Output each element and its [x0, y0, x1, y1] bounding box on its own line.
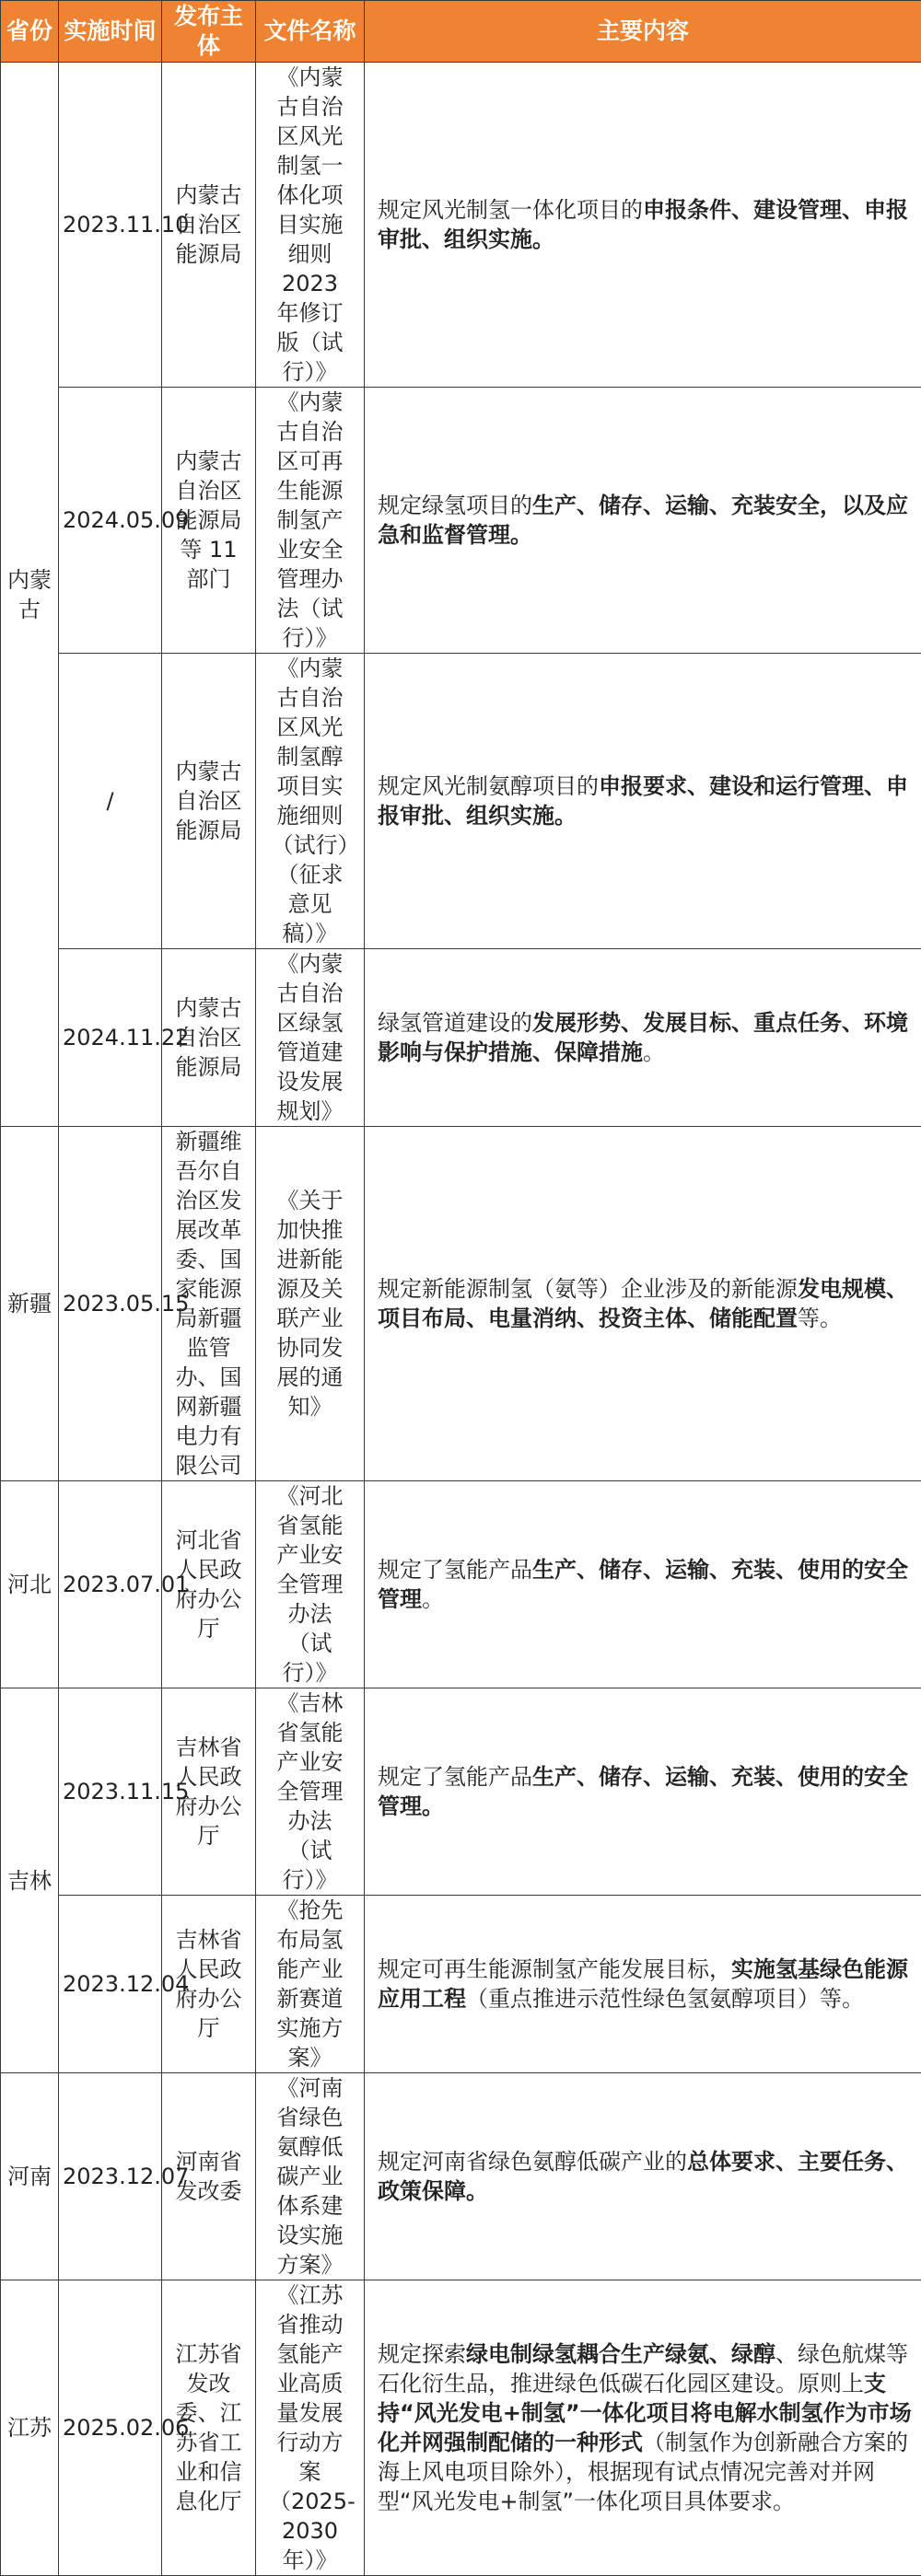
content-cell: [365, 388, 921, 654]
document-cell: 《江苏省推动氢能产业高质量发展行动方案（2025-2030 年）》: [256, 2280, 365, 2576]
province-cell: 新疆: [1, 1127, 59, 1481]
content-emphasis: 绿电制绿氢耦合生产绿氨、绿醇: [466, 2341, 775, 2367]
issuer-cell: 内蒙古自治区能源局: [162, 654, 256, 949]
issuer-cell: 吉林省人民政府办公厅: [162, 1688, 256, 1896]
table-row: [1, 1688, 921, 1896]
province-cell: 吉林: [1, 1688, 59, 2073]
content-cell: [365, 654, 921, 949]
content-cell: [365, 1896, 921, 2073]
document-cell: 《内蒙古自治区风光制氢醇项目实施细则（试行）（征求意见稿）》: [256, 654, 365, 949]
document-cell: 《关于加快推进新能源及关联产业协同发展的通知》: [256, 1127, 365, 1481]
province-cell: 河南: [1, 2073, 59, 2280]
header-content: 主要内容: [365, 1, 921, 63]
table-row: [1, 1481, 921, 1688]
document-cell: 《内蒙古自治区可再生能源制氢产业安全管理办法（试行）》: [256, 388, 365, 654]
document-cell: 《吉林省氢能产业安全管理办法（试行）》: [256, 1688, 365, 1896]
issuer-cell: 江苏省发改委、江苏省工业和信息化厅: [162, 2280, 256, 2576]
content-text: 。: [643, 1039, 665, 1065]
content-text: 规定了氢能产品: [378, 1764, 532, 1790]
document-cell: 《河北省氢能产业安全管理办法（试行）》: [256, 1481, 365, 1688]
content-text: （重点推进示范性绿色氢氨醇项目）等。: [466, 1986, 864, 2012]
date-cell: 2023.12.07: [59, 2073, 162, 2280]
content-emphasis: 申报条件、建设管理、申报审批、组织实施。: [378, 197, 908, 252]
content-emphasis: 生产、储存、运输、充装、使用的安全管理。: [378, 1764, 908, 1819]
content-text: 规定了氢能产品: [378, 1557, 532, 1583]
content-text: 规定风光制氢一体化项目的: [378, 197, 643, 223]
content-cell: [365, 2073, 921, 2280]
date-cell: 2025.02.06: [59, 2280, 162, 2576]
issuer-cell: 内蒙古自治区能源局: [162, 63, 256, 388]
content-text: （制氢作为创新融合方案的海上风电项目除外），根据现有试点情况完善对并网型“风光发电+制氢”一体化项目具体要求。: [378, 2430, 908, 2514]
content-text: 规定河南省绿色氨醇低碳产业的: [378, 2149, 687, 2175]
content-emphasis: 生产、储存、运输、充装安全，以及应急和监督管理。: [378, 493, 908, 548]
header-province: 省份: [1, 1, 59, 63]
content-text: 规定绿氢项目的: [378, 493, 532, 518]
date-cell: 2023.11.15: [59, 1688, 162, 1896]
content-text: 规定风光制氨醇项目的: [378, 773, 599, 799]
issuer-cell: 吉林省人民政府办公厅: [162, 1896, 256, 2073]
date-cell: 2023.07.01: [59, 1481, 162, 1688]
date-cell: 2024.05.09: [59, 388, 162, 654]
content-emphasis: 发电规模、项目布局、电量消纳、投资主体、储能配置: [378, 1276, 908, 1331]
issuer-cell: 河南省发改委: [162, 2073, 256, 2280]
content-emphasis: 申报要求、建设和运行管理、申报审批、组织实施。: [378, 773, 908, 829]
table-row: [1, 2073, 921, 2280]
content-cell: [365, 1688, 921, 1896]
document-cell: 《内蒙古自治区风光制氢一体化项目实施细则2023 年修订版（试行）》: [256, 63, 365, 388]
content-text: 、绿色航煤等石化衍生品，推进绿色低碳石化园区建设。原则上: [378, 2341, 908, 2396]
content-text: 。: [422, 1586, 444, 1612]
table-row: [1, 1127, 921, 1481]
content-emphasis: 支持“风光发电+制氢”一体化项目将电解水制氢作为市场化并网强制配储的一种形式: [378, 2371, 912, 2455]
content-emphasis: 总体要求、主要任务、政策保障。: [378, 2149, 908, 2204]
province-cell: 河北: [1, 1481, 59, 1688]
issuer-cell: 内蒙古自治区能源局: [162, 949, 256, 1127]
content-text: 规定新能源制氢（氨等）企业涉及的新能源: [378, 1276, 798, 1302]
content-text: 规定探索: [378, 2341, 466, 2367]
content-cell: [365, 1127, 921, 1481]
table-row: [1, 2280, 921, 2576]
header-date: 实施时间: [59, 1, 162, 63]
content-cell: [365, 949, 921, 1127]
content-emphasis: 发展形势、发展目标、重点任务、环境影响与保护措施、保障措施: [378, 1010, 908, 1065]
issuer-cell: 内蒙古自治区能源局等 11 部门: [162, 388, 256, 654]
date-cell: /: [59, 654, 162, 949]
header-issuer: 发布主体: [162, 1, 256, 63]
table-row: [1, 949, 921, 1127]
date-cell: 2023.11.10: [59, 63, 162, 388]
issuer-cell: 新疆维吾尔自治区发展改革委、国家能源局新疆监管办、国网新疆电力有限公司: [162, 1127, 256, 1481]
document-cell: 《内蒙古自治区绿氢管道建设发展规划》: [256, 949, 365, 1127]
content-cell: [365, 2280, 921, 2576]
date-cell: 2023.12.04: [59, 1896, 162, 2073]
content-emphasis: 生产、储存、运输、充装、使用的安全管理: [378, 1557, 908, 1612]
table-row: [1, 654, 921, 949]
table-header: [1, 1, 921, 63]
content-emphasis: 实施氢基绿色能源应用工程: [378, 1956, 908, 2012]
province-cell: 江苏: [1, 2280, 59, 2576]
date-cell: 2024.11.22: [59, 949, 162, 1127]
date-cell: 2023.05.15: [59, 1127, 162, 1481]
table-row: [1, 388, 921, 654]
table-row: [1, 1896, 921, 2073]
header-document: 文件名称: [256, 1, 365, 63]
content-cell: [365, 63, 921, 388]
issuer-cell: 河北省人民政府办公厅: [162, 1481, 256, 1688]
table-row: [1, 63, 921, 388]
province-cell: 内蒙古: [1, 63, 59, 1127]
content-text: 等。: [798, 1305, 842, 1331]
content-cell: [365, 1481, 921, 1688]
content-text: 规定可再生能源制氢产能发展目标，: [378, 1956, 731, 1982]
header-row: [1, 1, 921, 63]
table-body: [1, 63, 921, 2576]
document-cell: 《河南省绿色氨醇低碳产业体系建设实施方案》: [256, 2073, 365, 2280]
document-cell: 《抢先布局氢能产业新赛道实施方案》: [256, 1896, 365, 2073]
content-text: 绿氢管道建设的: [378, 1010, 532, 1036]
